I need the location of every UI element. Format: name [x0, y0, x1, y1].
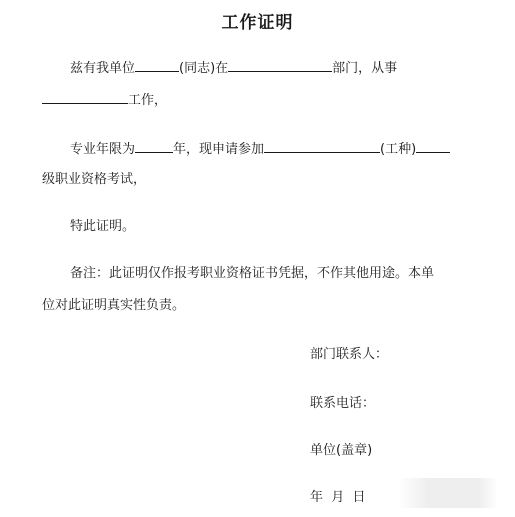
remark-line-1	[70, 265, 434, 283]
paragraph-1-line-2	[42, 89, 167, 110]
paragraph-2-line-1	[70, 138, 450, 159]
p1-text-work: 工作，	[128, 93, 168, 108]
p2-text-apply: 年，现申请参加	[173, 142, 265, 157]
paragraph-2-line-2	[42, 171, 146, 189]
remark-text-1: 备注：此证明仅作报考职业资格证书凭据，不作其他用途。本单	[70, 266, 435, 281]
paragraph-1-line-1	[70, 57, 397, 78]
unit-seal-label: 单位(盖章)	[310, 443, 373, 458]
p1-text-unit: 兹有我单位	[70, 61, 136, 76]
date-label: 年 月 日	[310, 490, 366, 505]
p1-text-comrade: (同志)在	[179, 61, 229, 76]
remark-text-2: 位对此证明真实性负责。	[42, 298, 186, 313]
contact-phone-label: 联系电话：	[310, 396, 376, 411]
paragraph-3	[70, 218, 135, 236]
level-blank	[416, 138, 450, 153]
name-blank	[135, 57, 179, 72]
trade-blank	[264, 138, 380, 153]
p2-text-exam: 级职业资格考试，	[42, 172, 147, 187]
department-blank	[228, 57, 332, 72]
document-title: 工作证明	[221, 13, 294, 33]
p1-text-department: 部门，从事	[332, 61, 398, 76]
contact-person-label: 部门联系人：	[310, 347, 389, 362]
blurred-watermark	[398, 478, 498, 508]
p2-text-years: 专业年限为	[70, 142, 136, 157]
remark-line-2	[42, 297, 185, 315]
certify-text: 特此证明。	[70, 219, 136, 234]
years-blank	[135, 138, 173, 153]
job-blank	[42, 89, 128, 104]
p2-text-trade: (工种)	[380, 142, 417, 157]
